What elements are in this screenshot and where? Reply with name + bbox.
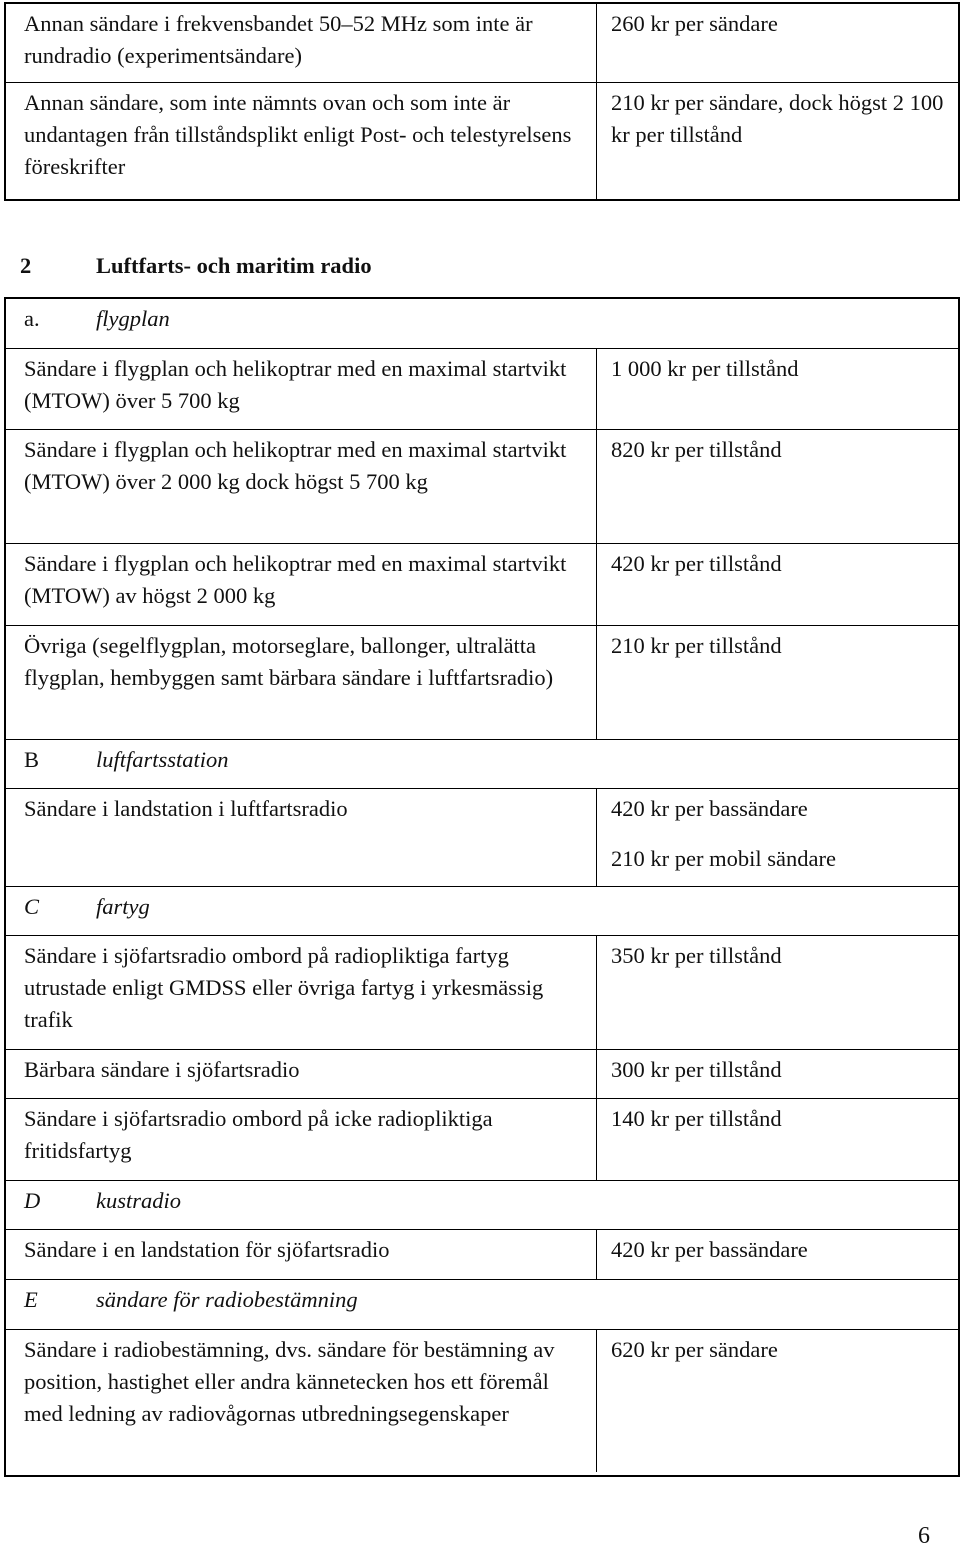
row-fee: 820 kr per tillstånd bbox=[596, 430, 958, 543]
table-row bbox=[6, 788, 958, 886]
fee-table-top bbox=[4, 2, 960, 201]
subsection-letter: E bbox=[24, 1287, 38, 1312]
table-row bbox=[6, 1098, 958, 1180]
subsection-letter: B bbox=[24, 747, 40, 772]
table-row bbox=[6, 82, 958, 199]
row-description: Sändare i flygplan och helikoptrar med en maximal startvikt (MTOW) av högst 2 000 kg bbox=[24, 551, 567, 608]
row-fee-secondary: 210 kr per mobil sändare bbox=[611, 846, 836, 871]
table-row bbox=[6, 4, 958, 82]
row-description: Sändare i sjöfartsradio ombord på icke radiopliktiga fritidsfartyg bbox=[24, 1106, 493, 1163]
table-row bbox=[6, 935, 958, 1049]
subsection-title: kustradio bbox=[96, 1188, 182, 1213]
row-description: Sändare i landstation i luftfartsradio bbox=[24, 796, 348, 821]
subsection-row-b bbox=[6, 739, 958, 788]
subsection-letter: D bbox=[24, 1188, 41, 1213]
row-fee: 420 kr per bassändare bbox=[611, 796, 808, 821]
subsection-row-a bbox=[6, 299, 958, 348]
fee-table-main bbox=[4, 297, 960, 1477]
section-title: Luftfarts- och maritim radio bbox=[96, 253, 372, 278]
table-row bbox=[6, 1329, 958, 1472]
subsection-title: luftfartsstation bbox=[96, 747, 229, 772]
row-fee: 300 kr per tillstånd bbox=[596, 1050, 958, 1098]
row-fee: 210 kr per sändare, dock högst 2 100 kr per tillstånd bbox=[596, 83, 958, 199]
table-row bbox=[6, 543, 958, 625]
row-description: Bärbara sändare i sjöfartsradio bbox=[24, 1057, 300, 1082]
row-description: Sändare i en landstation för sjöfartsradio bbox=[24, 1237, 390, 1262]
table-row bbox=[6, 429, 958, 543]
row-fee: 210 kr per tillstånd bbox=[596, 626, 958, 739]
table-row bbox=[6, 1049, 958, 1098]
row-fee: 620 kr per sändare bbox=[596, 1330, 958, 1472]
table-row bbox=[6, 625, 958, 739]
row-description: Sändare i sjöfartsradio ombord på radiopliktiga fartyg utrustade enligt GMDSS eller övriga fartyg i yrkesmässig trafik bbox=[24, 943, 544, 1032]
row-description: Annan sändare, som inte nämnts ovan och som inte är undantagen från tillståndsplikt enligt Post- och telestyrelsens föreskrifter bbox=[24, 90, 572, 179]
row-description: Sändare i radiobestämning, dvs. sändare för bestämning av position, hastighet eller andra kännetecken hos ett föremål med ledning av radiovågornas utbredningsegenskaper bbox=[24, 1337, 555, 1426]
subsection-row-c bbox=[6, 886, 958, 935]
row-fee: 140 kr per tillstånd bbox=[596, 1099, 958, 1180]
row-description: Övriga (segelflygplan, motorseglare, ballonger, ultralätta flygplan, hembyggen samt bärbara sändare i luftfartsradio) bbox=[24, 633, 554, 690]
row-fee: 260 kr per sändare bbox=[596, 4, 958, 82]
row-fee: 1 000 kr per tillstånd bbox=[596, 349, 958, 429]
row-description: Sändare i flygplan och helikoptrar med en maximal startvikt (MTOW) över 2 000 kg dock högst 5 700 kg bbox=[24, 437, 567, 494]
row-fee: 420 kr per bassändare bbox=[596, 1230, 958, 1279]
subsection-row-d bbox=[6, 1180, 958, 1229]
row-fee: 350 kr per tillstånd bbox=[596, 936, 958, 1049]
row-description: Sändare i flygplan och helikoptrar med en maximal startvikt (MTOW) över 5 700 kg bbox=[24, 356, 567, 413]
subsection-letter: C bbox=[24, 894, 40, 919]
subsection-title: flygplan bbox=[96, 306, 170, 331]
section-heading bbox=[20, 250, 372, 282]
table-row bbox=[6, 1229, 958, 1279]
subsection-title: fartyg bbox=[96, 894, 150, 919]
subsection-title: sändare för radiobestämning bbox=[96, 1287, 358, 1312]
page-number: 6 bbox=[918, 1523, 930, 1549]
section-number: 2 bbox=[20, 253, 32, 278]
subsection-letter: a. bbox=[24, 306, 40, 331]
row-fee: 420 kr per tillstånd bbox=[596, 544, 958, 625]
table-row bbox=[6, 348, 958, 429]
row-description: Annan sändare i frekvensbandet 50–52 MHz som inte är rundradio (experimentsändare) bbox=[24, 11, 533, 68]
subsection-row-e bbox=[6, 1279, 958, 1329]
